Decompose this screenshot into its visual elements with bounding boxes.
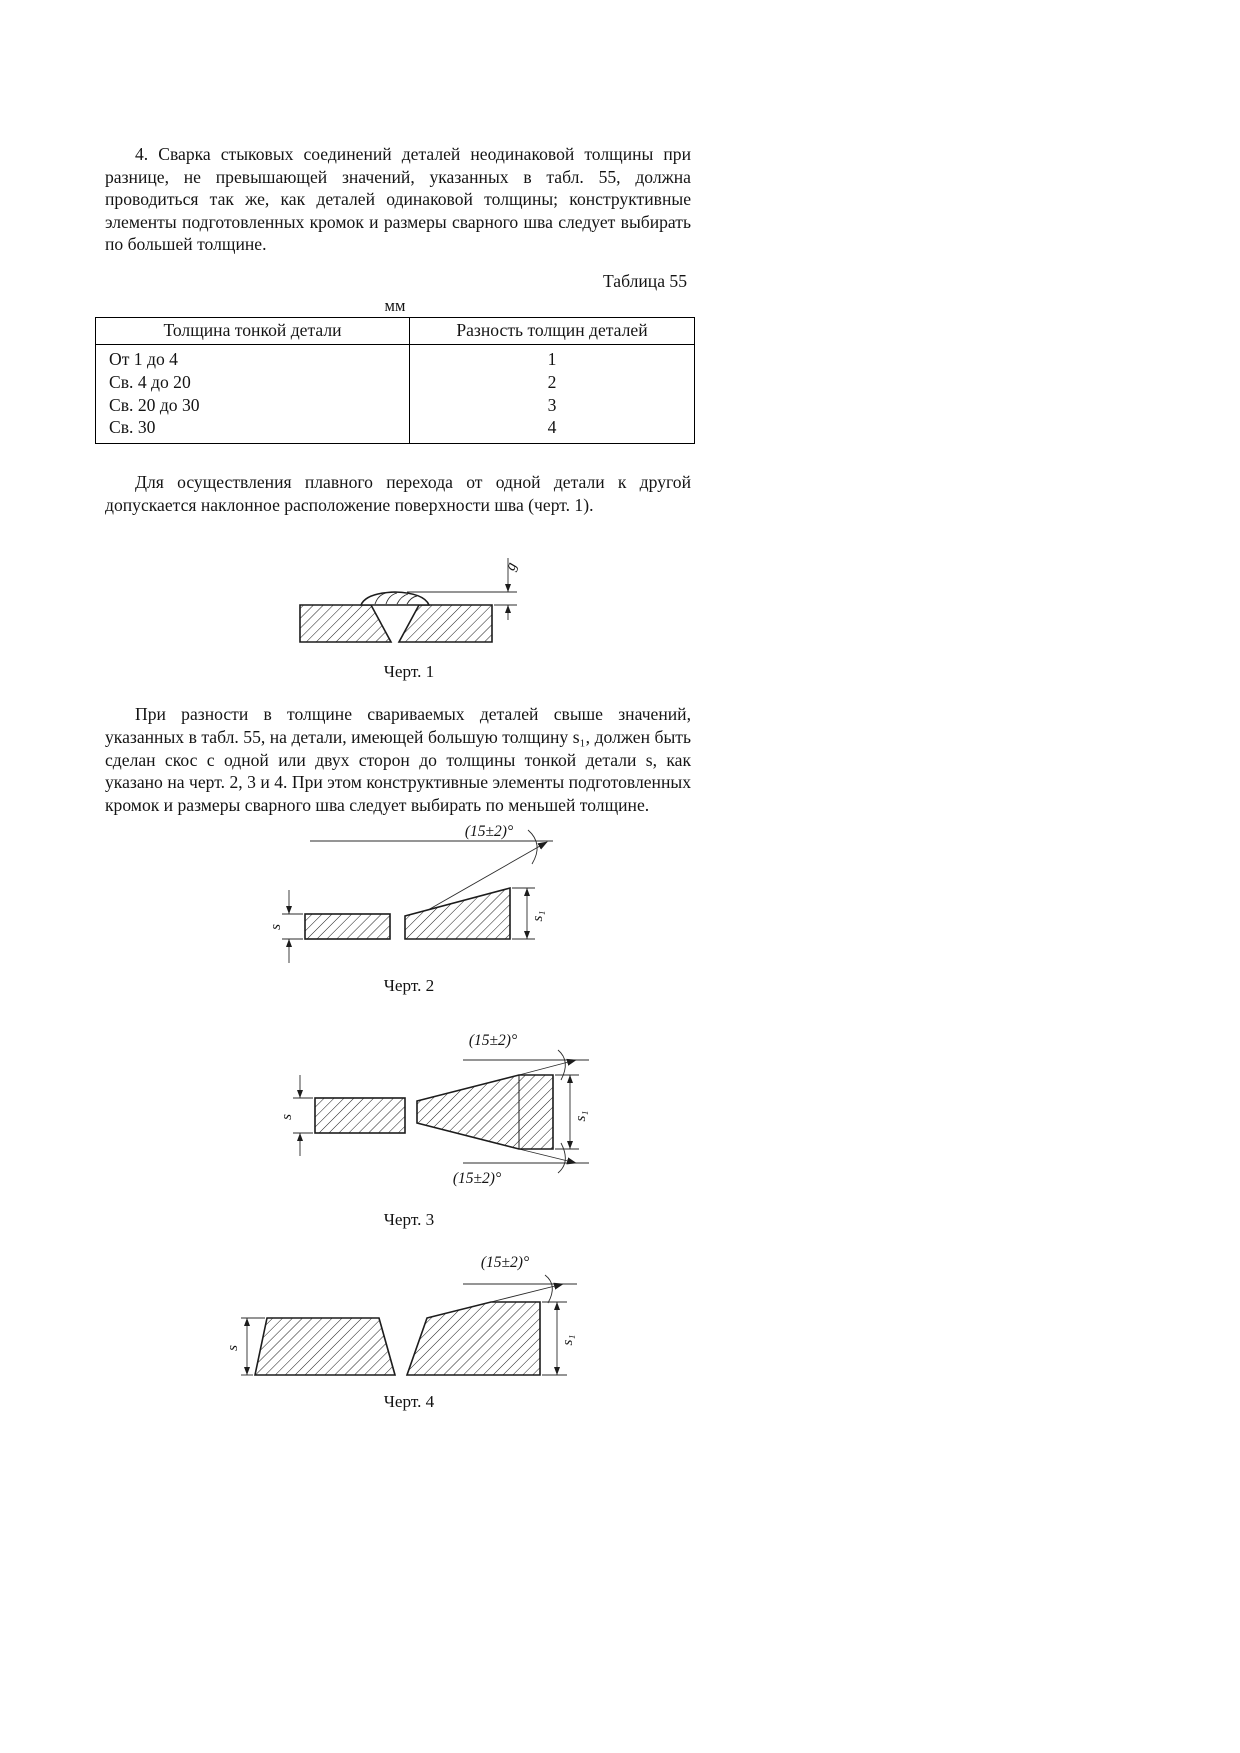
arrow-up-icon [286,939,292,947]
angle-top-label: (15±2)° [468,1032,518,1050]
arrow-down-icon [297,1090,303,1098]
thickness-difference-table [95,317,695,444]
angle-construction [463,1254,577,1303]
arrow-down-icon [244,1367,250,1375]
arrow-up-icon [244,1318,250,1326]
figure-3 [95,1030,695,1230]
paragraph-smooth-transition: Для осуществления плавного перехода от одной детали к другой допускается наклонное расположение поверхности шва (черт. 1). [105,472,691,515]
table-row [96,372,695,395]
left-plate [300,605,391,642]
right-plate [399,605,492,642]
figure-4-drawing [95,1248,695,1390]
figure-4-caption: Черт. 4 [383,1392,435,1412]
dimension-s1-label: s₁ [573,1110,589,1122]
arrow-up-icon [505,605,511,613]
paragraph-bevel-rule: При разности в толщине свариваемых деталей свыше значений, указанных в табл. 55, на детали, имеющей большую толщину s₁, должен быть сделан скос с одной или двух сторон до толщины тонкой детали s, как указано на черт. 2, 3 и 4. При этом конструктивные элементы подготовленных кромок и размеры сварного шва следует выбирать по меньшей толщине. [105,704,691,815]
figure-2-caption: Черт. 2 [383,976,435,996]
figure-1-caption: Черт. 1 [383,662,435,682]
figure-2-drawing [95,824,695,974]
arrow-up-icon [567,1075,573,1083]
dimension-s1 [512,888,546,939]
dimension-s [279,1075,313,1156]
difference-value-cell: 4 [547,417,557,438]
figure-3-caption: Черт. 3 [383,1210,435,1230]
dimension-s-label: s [279,1114,295,1121]
thin-plate [305,914,390,939]
angle-label: (15±2)° [480,1254,530,1272]
arrow-up-icon [297,1133,303,1141]
beveled-plate [405,888,510,939]
dimension-g-label: g [502,560,521,574]
table-row [96,417,695,443]
arrow-down-icon [524,931,530,939]
dimension-s1 [555,1075,589,1149]
figure-1-drawing [95,546,695,660]
double-beveled-plate [417,1075,553,1149]
figure-1 [95,546,695,682]
dimension-s1-label: s₁ [530,910,546,922]
column-header-thickness-difference: Разность толщин деталей [410,317,695,344]
dimension-s-label: s [225,1345,241,1352]
table-caption: Таблица 55 [602,270,687,291]
thickness-range-cell: Св. 4 до 20 [96,372,410,395]
table-units-label: мм [384,295,406,315]
arrow-down-icon [554,1367,560,1375]
figure-4 [95,1248,695,1412]
thin-plate [255,1318,395,1375]
arrow-down-icon [505,584,511,592]
angle-bottom-label: (15±2)° [452,1170,502,1188]
dimension-s [268,890,303,963]
angle-label: (15±2)° [464,824,514,841]
document-content [95,0,695,1412]
dimension-s1 [542,1302,576,1375]
figure-2 [95,824,695,996]
figure-3-drawing [95,1030,695,1208]
dimension-s-label: s [268,924,284,931]
arrow-up-icon [554,1302,560,1310]
table-row [96,395,695,418]
column-header-thin-thickness: Толщина тонкой детали [96,317,410,344]
difference-value-cell: 3 [547,394,557,415]
paragraph-welding-rule: 4. Сварка стыковых соединений деталей неодинаковой толщины при разнице, не превышающей значений, указанных в табл. 55, должна проводиться так же, как деталей одинаковой толщины; конструктивные элементы подготовленных кромок и размеры сварного шва следует выбирать по большей толщине. [105,144,691,255]
arrow-down-icon [286,906,292,914]
beveled-plate [407,1302,540,1375]
thin-plate [315,1098,405,1133]
difference-value-cell: 1 [547,348,557,369]
thickness-range-cell: Св. 20 до 30 [96,395,410,418]
table-header-row [96,317,695,344]
difference-value-cell: 2 [547,371,557,392]
dimension-s1-label: s₁ [560,1334,576,1346]
arrow-down-icon [567,1141,573,1149]
thickness-range-cell: Св. 30 [96,417,410,443]
table-row [96,344,695,371]
angle-construction-top [463,1032,589,1080]
arrow-up-icon [524,888,530,896]
thickness-range-cell: От 1 до 4 [96,344,410,371]
angle-construction [310,824,553,910]
